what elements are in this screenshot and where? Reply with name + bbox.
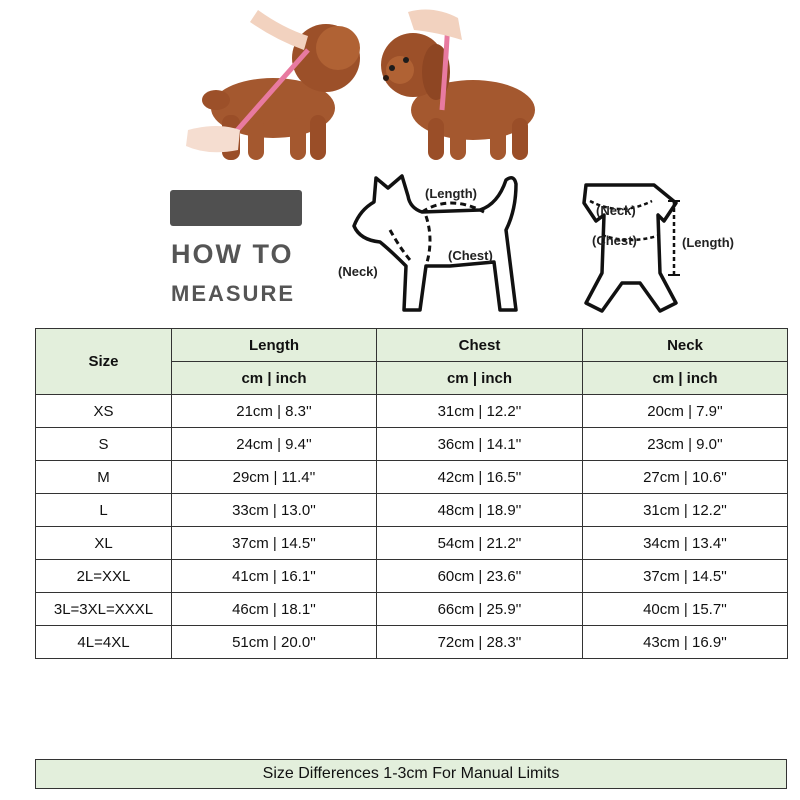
- chest-cell: 31cm | 12.2'': [377, 395, 583, 428]
- size-column-header: Size: [36, 329, 172, 395]
- size-cell: XL: [36, 527, 172, 560]
- length-column-header: Length: [172, 329, 377, 362]
- table-row: [36, 626, 788, 659]
- chest-cell: 42cm | 16.5'': [377, 461, 583, 494]
- length-unit-header: cm | inch: [172, 362, 377, 395]
- chest-cell: 36cm | 14.1'': [377, 428, 583, 461]
- table-row: [36, 593, 788, 626]
- table-row: [36, 494, 788, 527]
- length-cell: 41cm | 16.1'': [172, 560, 377, 593]
- size-cell: M: [36, 461, 172, 494]
- table-row: [36, 461, 788, 494]
- banner-bar: [170, 190, 302, 226]
- length-cell: 37cm | 14.5'': [172, 527, 377, 560]
- neck-cell: 27cm | 10.6'': [583, 461, 788, 494]
- length-cell: 29cm | 11.4'': [172, 461, 377, 494]
- neck-column-header: Neck: [583, 329, 788, 362]
- chest-cell: 72cm | 28.3'': [377, 626, 583, 659]
- length-cell: 24cm | 9.4'': [172, 428, 377, 461]
- chest-cell: 66cm | 25.9'': [377, 593, 583, 626]
- table-row: [36, 428, 788, 461]
- neck-cell: 37cm | 14.5'': [583, 560, 788, 593]
- neck-cell: 34cm | 13.4'': [583, 527, 788, 560]
- chest-unit-header: cm | inch: [377, 362, 583, 395]
- neck-unit-header: cm | inch: [583, 362, 788, 395]
- dog-measure-diagram: [330, 170, 530, 320]
- size-cell: XS: [36, 395, 172, 428]
- chest-cell: 48cm | 18.9'': [377, 494, 583, 527]
- table-row: [36, 560, 788, 593]
- neck-cell: 40cm | 15.7'': [583, 593, 788, 626]
- shirt-length-label: (Length): [682, 235, 734, 250]
- neck-cell: 31cm | 12.2'': [583, 494, 788, 527]
- size-chart-table: [35, 328, 788, 659]
- neck-cell: 20cm | 7.9'': [583, 395, 788, 428]
- size-cell: L: [36, 494, 172, 527]
- size-cell: 3L=3XL=XXXL: [36, 593, 172, 626]
- size-difference-note: Size Differences 1-3cm For Manual Limits: [35, 759, 787, 789]
- banner-title-line1: HOW TO: [171, 239, 294, 269]
- dog-measuring-photo: [178, 0, 558, 162]
- shirt-measure-diagram: [556, 175, 756, 315]
- table-row: [36, 527, 788, 560]
- chest-cell: 54cm | 21.2'': [377, 527, 583, 560]
- chest-column-header: Chest: [377, 329, 583, 362]
- dog-chest-label: (Chest): [448, 248, 493, 263]
- length-cell: 21cm | 8.3'': [172, 395, 377, 428]
- banner-title-line2: MEASURE: [171, 281, 296, 306]
- dog-neck-label: (Neck): [338, 264, 378, 279]
- length-cell: 33cm | 13.0'': [172, 494, 377, 527]
- length-cell: 51cm | 20.0'': [172, 626, 377, 659]
- neck-cell: 43cm | 16.9'': [583, 626, 788, 659]
- size-cell: 4L=4XL: [36, 626, 172, 659]
- size-cell: S: [36, 428, 172, 461]
- table-row: [36, 395, 788, 428]
- chest-cell: 60cm | 23.6'': [377, 560, 583, 593]
- neck-cell: 23cm | 9.0'': [583, 428, 788, 461]
- size-cell: 2L=XXL: [36, 560, 172, 593]
- length-cell: 46cm | 18.1'': [172, 593, 377, 626]
- shirt-chest-label: (Chest): [592, 233, 637, 248]
- shirt-neck-label: (Neck): [596, 203, 636, 218]
- dog-length-label: (Length): [425, 186, 477, 201]
